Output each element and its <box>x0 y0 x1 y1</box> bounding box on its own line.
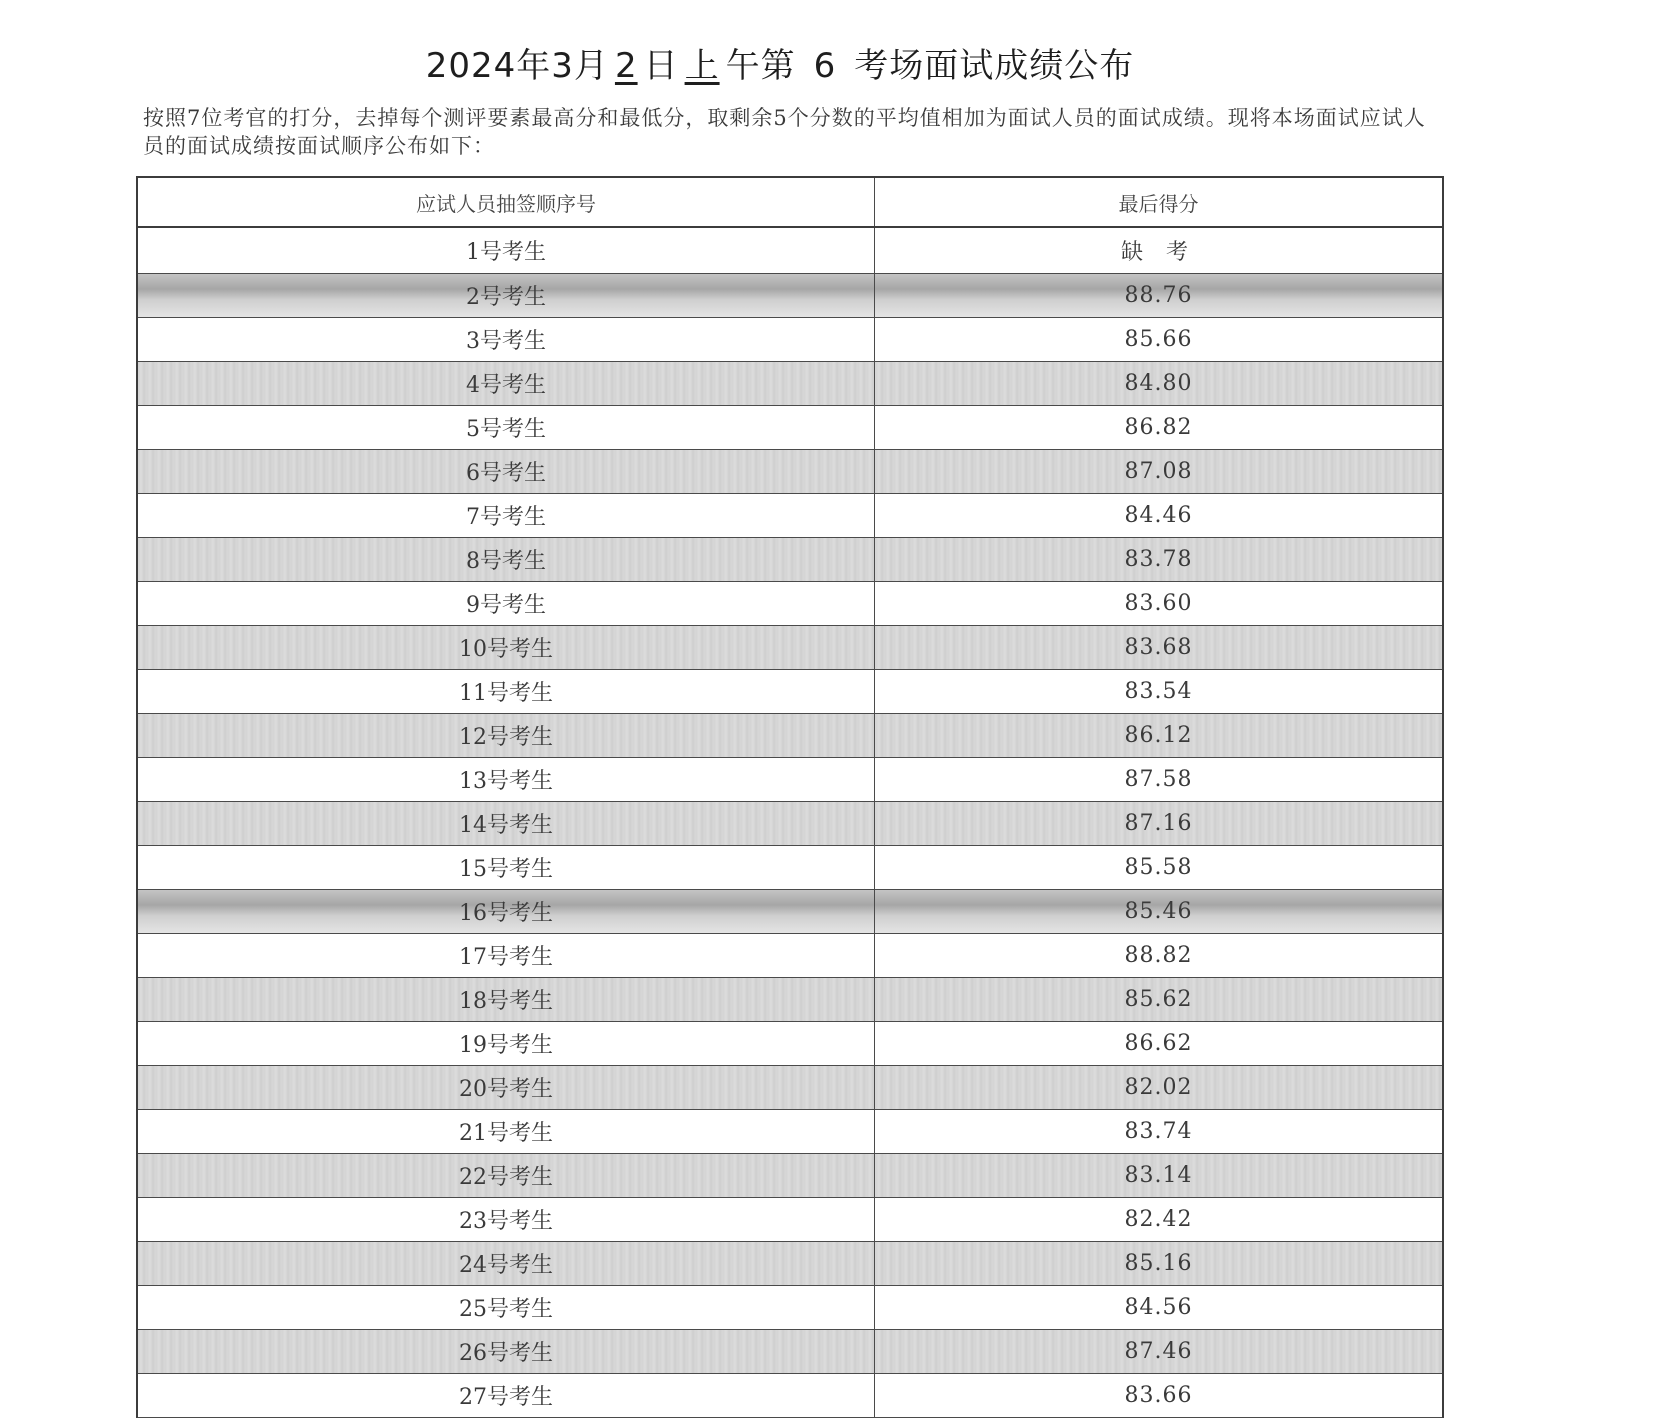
table-row <box>138 228 1442 274</box>
row-seq: 4号考生 <box>138 362 875 405</box>
table-row <box>138 1330 1442 1374</box>
table-row <box>138 494 1442 538</box>
row-score: 83.66 <box>1124 1383 1193 1408</box>
title-session: 上 <box>684 46 720 86</box>
table-row <box>138 274 1442 318</box>
row-score: 85.16 <box>1124 1251 1193 1276</box>
row-score: 84.46 <box>1124 503 1193 528</box>
title-room: 6 <box>813 46 837 86</box>
row-score: 87.16 <box>1124 811 1193 836</box>
page-title <box>0 38 1560 87</box>
title-prefix: 2024年3月 <box>425 46 609 86</box>
row-score: 87.46 <box>1124 1339 1193 1364</box>
table-row <box>138 978 1442 1022</box>
title-suffix: 考场面试成绩公布 <box>854 46 1135 86</box>
row-score: 83.14 <box>1124 1163 1193 1188</box>
table-row <box>138 1066 1442 1110</box>
row-score: 83.60 <box>1124 591 1193 616</box>
row-seq: 25号考生 <box>138 1286 875 1329</box>
row-seq: 14号考生 <box>138 802 875 845</box>
table-row <box>138 1242 1442 1286</box>
row-seq: 6号考生 <box>138 450 875 493</box>
row-score: 83.78 <box>1124 547 1193 572</box>
table-row <box>138 450 1442 494</box>
row-score: 82.02 <box>1124 1075 1193 1100</box>
row-score: 83.54 <box>1124 679 1193 704</box>
row-seq: 5号考生 <box>138 406 875 449</box>
row-seq: 15号考生 <box>138 846 875 889</box>
table-row <box>138 1374 1442 1418</box>
row-seq: 9号考生 <box>138 582 875 625</box>
table-row <box>138 1286 1442 1330</box>
table-row <box>138 1022 1442 1066</box>
row-score: 85.58 <box>1124 855 1193 880</box>
row-score: 85.46 <box>1124 899 1193 924</box>
row-seq: 10号考生 <box>138 626 875 669</box>
row-score: 86.82 <box>1124 415 1193 440</box>
row-score: 82.42 <box>1124 1207 1193 1232</box>
row-score: 84.80 <box>1124 371 1193 396</box>
row-seq: 1号考生 <box>138 228 875 273</box>
row-score: 86.62 <box>1124 1031 1193 1056</box>
title-day-suffix: 日 <box>643 46 679 86</box>
table-row <box>138 714 1442 758</box>
table-row <box>138 802 1442 846</box>
table-row <box>138 362 1442 406</box>
row-score: 85.62 <box>1124 987 1193 1012</box>
row-seq: 16号考生 <box>138 890 875 933</box>
row-seq: 7号考生 <box>138 494 875 537</box>
row-seq: 8号考生 <box>138 538 875 581</box>
row-seq: 26号考生 <box>138 1330 875 1373</box>
header-seq: 应试人员抽签顺序号 <box>138 178 875 226</box>
title-session-suffix: 午第 <box>725 46 796 86</box>
row-seq: 21号考生 <box>138 1110 875 1153</box>
table-row <box>138 670 1442 714</box>
table-row <box>138 1154 1442 1198</box>
row-seq: 23号考生 <box>138 1198 875 1241</box>
table-row <box>138 758 1442 802</box>
row-seq: 13号考生 <box>138 758 875 801</box>
table-body <box>138 228 1442 1418</box>
row-score: 87.58 <box>1124 767 1193 792</box>
row-score: 缺 考 <box>1121 240 1196 265</box>
score-table <box>136 176 1444 1418</box>
table-row <box>138 1198 1442 1242</box>
row-seq: 22号考生 <box>138 1154 875 1197</box>
row-seq: 3号考生 <box>138 318 875 361</box>
row-score: 88.82 <box>1124 943 1193 968</box>
row-seq: 27号考生 <box>138 1374 875 1417</box>
table-row <box>138 846 1442 890</box>
intro-paragraph: 按照7位考官的打分，去掉每个测评要素最高分和最低分，取剩余5个分数的平均值相加为面试人员的面试成绩。现将本场面试应试人员的面试成绩按面试顺序公布如下： <box>143 106 1426 158</box>
table-row <box>138 582 1442 626</box>
table-row <box>138 318 1442 362</box>
row-seq: 17号考生 <box>138 934 875 977</box>
row-score: 83.74 <box>1124 1119 1193 1144</box>
row-score: 85.66 <box>1124 327 1193 352</box>
table-row <box>138 538 1442 582</box>
table-row <box>138 1110 1442 1154</box>
row-score: 83.68 <box>1124 635 1193 660</box>
table-row <box>138 406 1442 450</box>
table-row <box>138 626 1442 670</box>
header-score: 最后得分 <box>1118 191 1199 216</box>
title-day: 2 <box>614 46 638 86</box>
row-seq: 12号考生 <box>138 714 875 757</box>
row-seq: 11号考生 <box>138 670 875 713</box>
row-seq: 24号考生 <box>138 1242 875 1285</box>
row-seq: 18号考生 <box>138 978 875 1021</box>
table-row <box>138 890 1442 934</box>
row-seq: 20号考生 <box>138 1066 875 1109</box>
table-row <box>138 934 1442 978</box>
row-seq: 2号考生 <box>138 274 875 317</box>
row-score: 87.08 <box>1124 459 1193 484</box>
row-score: 86.12 <box>1124 723 1193 748</box>
table-header-row <box>138 178 1442 228</box>
row-seq: 19号考生 <box>138 1022 875 1065</box>
row-score: 88.76 <box>1124 283 1193 308</box>
row-score: 84.56 <box>1124 1295 1193 1320</box>
